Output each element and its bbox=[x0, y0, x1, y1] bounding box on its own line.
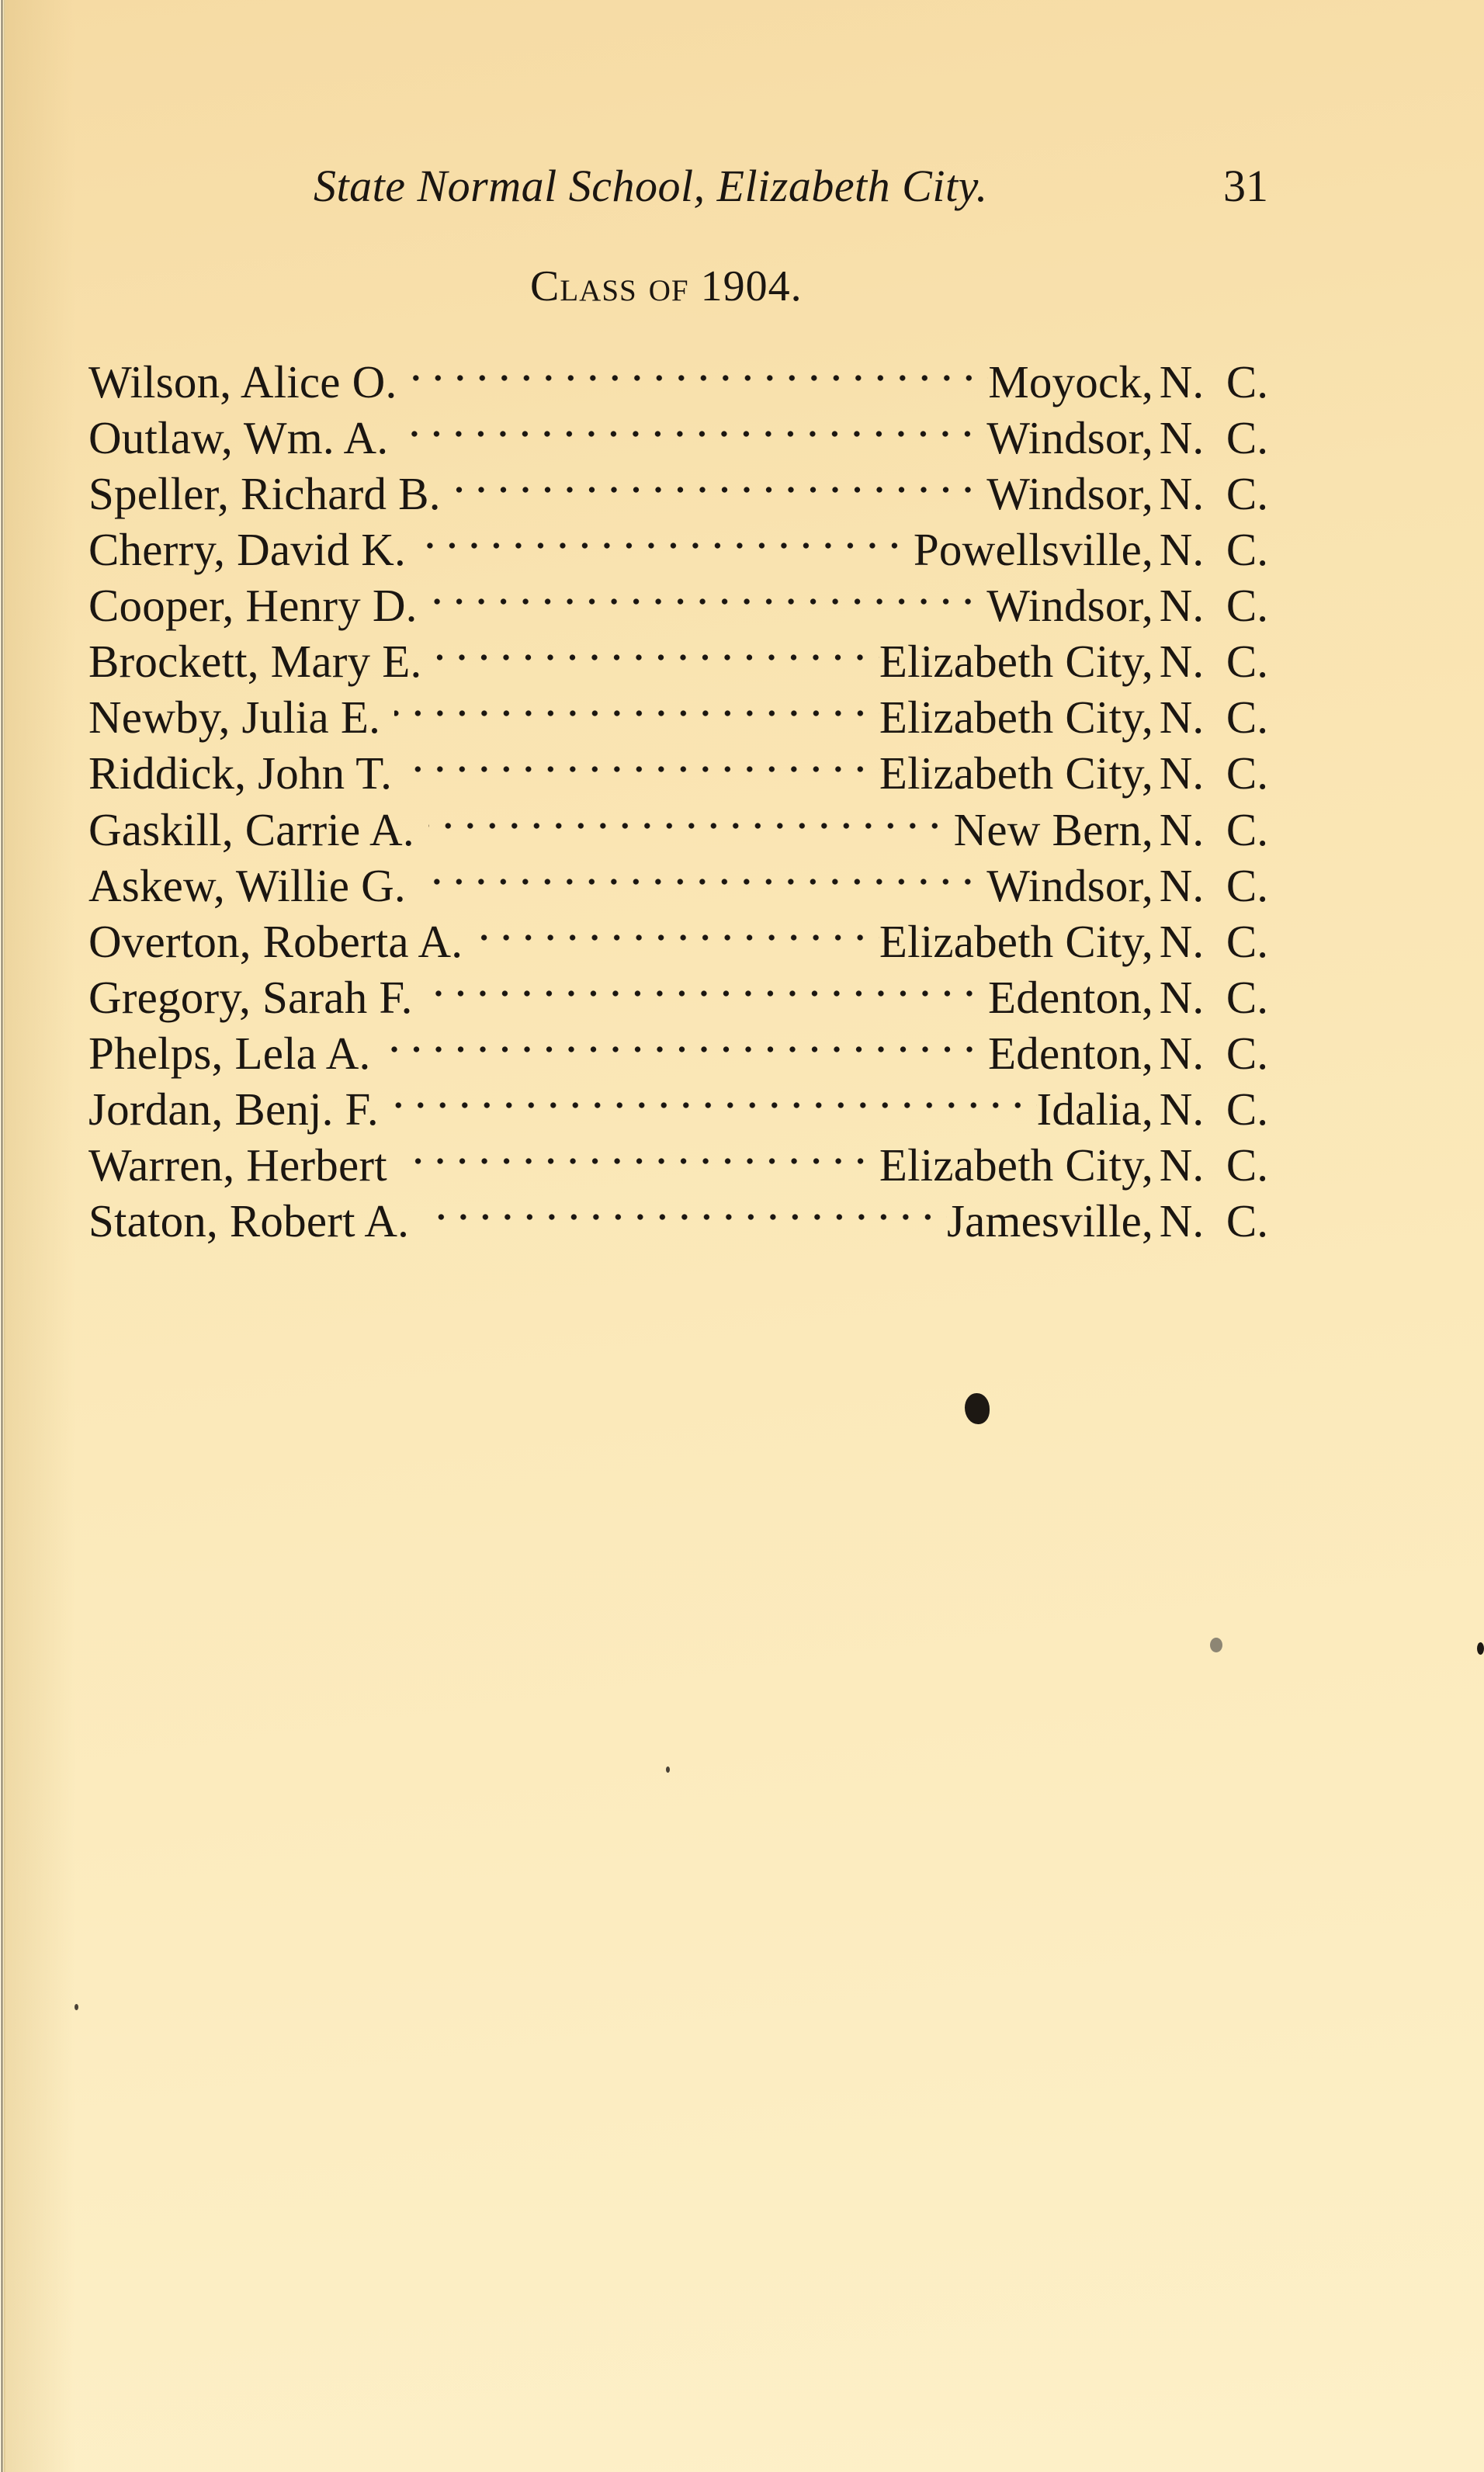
student-state: N. C. bbox=[1159, 468, 1268, 520]
student-town: Windsor, bbox=[986, 580, 1153, 632]
ink-speck bbox=[1477, 1642, 1484, 1655]
student-town: Idalia, bbox=[1036, 1083, 1153, 1135]
student-name: Cherry, David K. bbox=[88, 524, 406, 576]
ink-speck bbox=[75, 2004, 78, 2010]
ink-blot bbox=[965, 1393, 990, 1424]
ink-speck bbox=[1210, 1638, 1222, 1652]
list-item bbox=[88, 565, 1268, 632]
list-item bbox=[88, 397, 1268, 464]
student-state: N. C. bbox=[1159, 524, 1268, 576]
scan-edge bbox=[0, 0, 5, 2472]
dot-leader bbox=[432, 565, 987, 621]
student-name: Warren, Herbert bbox=[88, 1139, 387, 1191]
student-state: N. C. bbox=[1159, 859, 1268, 911]
student-name: Jordan, Benj. F. bbox=[88, 1083, 379, 1135]
list-item bbox=[88, 1069, 1268, 1135]
dot-leader bbox=[420, 509, 914, 565]
dot-leader bbox=[411, 342, 988, 397]
student-name: Speller, Richard B. bbox=[88, 468, 441, 520]
student-name: Cooper, Henry D. bbox=[88, 580, 418, 632]
student-name: Newby, Julia E. bbox=[88, 692, 381, 744]
student-state: N. C. bbox=[1159, 580, 1268, 632]
dot-leader bbox=[402, 397, 986, 453]
dot-leader bbox=[393, 1069, 1037, 1125]
student-town: Windsor, bbox=[986, 468, 1153, 520]
student-town: Edenton, bbox=[988, 1027, 1153, 1079]
section-heading: Class of 1904. bbox=[530, 262, 803, 310]
list-item bbox=[88, 957, 1268, 1023]
dot-leader bbox=[420, 845, 986, 901]
student-state: N. C. bbox=[1159, 1027, 1268, 1079]
student-town: Powellsville, bbox=[913, 524, 1153, 576]
dot-leader bbox=[477, 901, 879, 957]
dot-leader bbox=[385, 1013, 989, 1069]
student-town: Moyock, bbox=[988, 356, 1153, 407]
dot-leader bbox=[435, 621, 879, 677]
running-title: State Normal School, Elizabeth City. bbox=[314, 161, 988, 211]
list-item bbox=[88, 453, 1268, 520]
student-name: Overton, Roberta A. bbox=[88, 915, 463, 967]
list-item bbox=[88, 1181, 1268, 1246]
student-state: N. C. bbox=[1159, 1194, 1268, 1246]
dot-leader bbox=[428, 789, 954, 845]
student-name: Gregory, Sarah F. bbox=[88, 971, 413, 1023]
student-town: Elizabeth City, bbox=[879, 915, 1153, 967]
student-name: Askew, Willie G. bbox=[88, 859, 406, 911]
list-item bbox=[88, 1125, 1268, 1191]
student-name: Wilson, Alice O. bbox=[88, 356, 397, 407]
student-state: N. C. bbox=[1159, 1139, 1268, 1191]
student-town: Elizabeth City, bbox=[879, 1139, 1153, 1191]
student-state: N. C. bbox=[1159, 803, 1268, 855]
student-name: Outlaw, Wm. A. bbox=[88, 412, 389, 464]
student-town: Elizabeth City, bbox=[879, 747, 1153, 799]
student-town: Elizabeth City, bbox=[879, 636, 1153, 688]
dot-leader bbox=[394, 677, 879, 733]
student-state: N. C. bbox=[1159, 1083, 1268, 1135]
student-state: N. C. bbox=[1159, 747, 1268, 799]
student-state: N. C. bbox=[1159, 412, 1268, 464]
student-name: Phelps, Lela A. bbox=[88, 1027, 371, 1079]
running-head bbox=[0, 159, 1484, 213]
student-state: N. C. bbox=[1159, 971, 1268, 1023]
dot-leader bbox=[423, 1181, 947, 1236]
dot-leader bbox=[401, 1125, 879, 1181]
scan-shadow bbox=[5, 0, 75, 2472]
list-item bbox=[88, 677, 1268, 744]
student-name: Riddick, John T. bbox=[88, 747, 393, 799]
list-item bbox=[88, 901, 1268, 967]
list-item bbox=[88, 733, 1268, 799]
student-state: N. C. bbox=[1159, 915, 1268, 967]
student-name: Gaskill, Carrie A. bbox=[88, 803, 414, 855]
student-state: N. C. bbox=[1159, 636, 1268, 688]
student-name: Staton, Robert A. bbox=[88, 1194, 410, 1246]
list-item bbox=[88, 789, 1268, 855]
student-town: Elizabeth City, bbox=[879, 692, 1153, 744]
student-name: Brockett, Mary E. bbox=[88, 636, 422, 688]
list-item bbox=[88, 845, 1268, 911]
dot-leader bbox=[427, 957, 988, 1013]
student-town: Windsor, bbox=[986, 412, 1153, 464]
page-number: 31 bbox=[1223, 161, 1268, 211]
student-state: N. C. bbox=[1159, 356, 1268, 407]
dot-leader bbox=[406, 733, 879, 789]
ink-speck bbox=[666, 1766, 670, 1773]
dot-leader bbox=[455, 453, 987, 509]
list-item bbox=[88, 1013, 1268, 1079]
student-town: Windsor, bbox=[986, 859, 1153, 911]
list-item bbox=[88, 509, 1268, 576]
roster-list bbox=[88, 342, 1268, 1246]
student-town: Edenton, bbox=[988, 971, 1153, 1023]
student-state: N. C. bbox=[1159, 692, 1268, 744]
list-item bbox=[88, 621, 1268, 688]
student-town: New Bern, bbox=[953, 803, 1153, 855]
student-town: Jamesville, bbox=[946, 1194, 1153, 1246]
list-item bbox=[88, 342, 1268, 407]
